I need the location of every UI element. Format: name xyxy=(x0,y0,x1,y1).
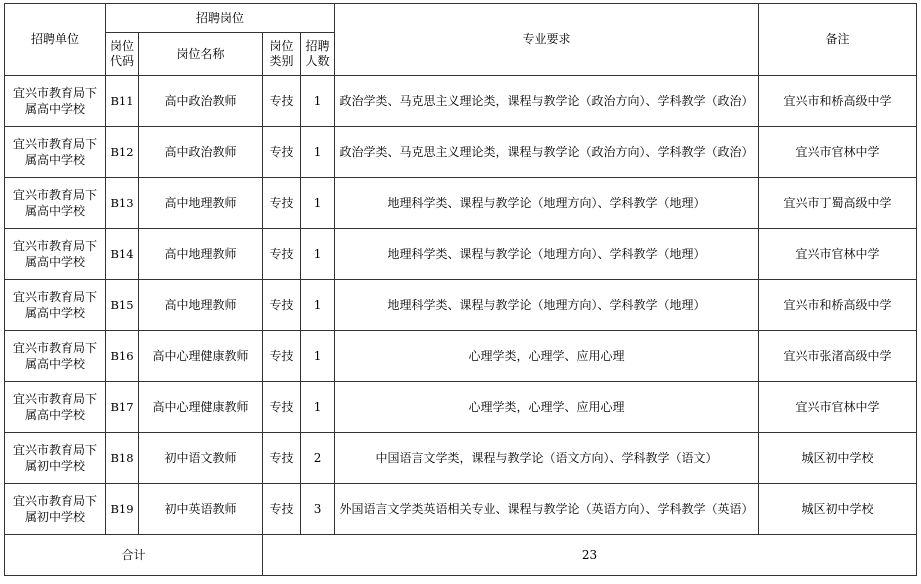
total-label: 合计 xyxy=(5,535,263,576)
cell-name: 高中地理教师 xyxy=(139,280,263,331)
table-row xyxy=(5,127,917,178)
cell-major: 外国语言文学类英语相关专业、课程与教学论（英语方向）、学科教学（英语） xyxy=(335,484,759,535)
table-row xyxy=(5,178,917,229)
cell-category: 专技 xyxy=(263,280,301,331)
table-row xyxy=(5,76,917,127)
cell-unit: 宜兴市教育局下属初中学校 xyxy=(5,484,106,535)
header-major: 专业要求 xyxy=(335,4,759,76)
cell-note: 宜兴市官林中学 xyxy=(759,382,917,433)
cell-count: 1 xyxy=(301,76,335,127)
cell-name: 高中地理教师 xyxy=(139,178,263,229)
header-name: 岗位名称 xyxy=(139,33,263,76)
cell-category: 专技 xyxy=(263,229,301,280)
cell-unit: 宜兴市教育局下属高中学校 xyxy=(5,382,106,433)
cell-count: 1 xyxy=(301,382,335,433)
table-row xyxy=(5,484,917,535)
cell-count: 1 xyxy=(301,331,335,382)
cell-category: 专技 xyxy=(263,127,301,178)
cell-code: B17 xyxy=(106,382,139,433)
cell-unit: 宜兴市教育局下属高中学校 xyxy=(5,76,106,127)
header-position-group: 招聘岗位 xyxy=(106,4,335,33)
cell-name: 高中政治教师 xyxy=(139,127,263,178)
table-row xyxy=(5,229,917,280)
cell-name: 高中心理健康教师 xyxy=(139,331,263,382)
cell-unit: 宜兴市教育局下属高中学校 xyxy=(5,331,106,382)
cell-major: 政治学类、马克思主义理论类，课程与教学论（政治方向）、学科教学（政治） xyxy=(335,76,759,127)
cell-code: B15 xyxy=(106,280,139,331)
header-row xyxy=(5,4,917,33)
cell-count: 1 xyxy=(301,229,335,280)
header-code: 岗位代码 xyxy=(106,33,139,76)
cell-count: 1 xyxy=(301,178,335,229)
header-note: 备注 xyxy=(759,4,917,76)
cell-note: 城区初中学校 xyxy=(759,433,917,484)
cell-major: 中国语言文学类，课程与教学论（语文方向）、学科教学（语文） xyxy=(335,433,759,484)
cell-code: B19 xyxy=(106,484,139,535)
header-category: 岗位类别 xyxy=(263,33,301,76)
cell-note: 宜兴市和桥高级中学 xyxy=(759,280,917,331)
cell-unit: 宜兴市教育局下属高中学校 xyxy=(5,127,106,178)
table-row xyxy=(5,280,917,331)
cell-category: 专技 xyxy=(263,382,301,433)
cell-code: B16 xyxy=(106,331,139,382)
cell-category: 专技 xyxy=(263,178,301,229)
cell-major: 地理科学类、课程与教学论（地理方向）、学科教学（地理） xyxy=(335,178,759,229)
cell-count: 3 xyxy=(301,484,335,535)
cell-name: 初中语文教师 xyxy=(139,433,263,484)
cell-major: 心理学类，心理学、应用心理 xyxy=(335,382,759,433)
cell-note: 城区初中学校 xyxy=(759,484,917,535)
cell-note: 宜兴市丁蜀高级中学 xyxy=(759,178,917,229)
cell-unit: 宜兴市教育局下属初中学校 xyxy=(5,433,106,484)
cell-note: 宜兴市张渚高级中学 xyxy=(759,331,917,382)
cell-name: 高中地理教师 xyxy=(139,229,263,280)
cell-major: 政治学类、马克思主义理论类，课程与教学论（政治方向）、学科教学（政治） xyxy=(335,127,759,178)
cell-note: 宜兴市官林中学 xyxy=(759,229,917,280)
cell-note: 宜兴市和桥高级中学 xyxy=(759,76,917,127)
cell-name: 高中政治教师 xyxy=(139,76,263,127)
cell-category: 专技 xyxy=(263,76,301,127)
cell-name: 高中心理健康教师 xyxy=(139,382,263,433)
cell-unit: 宜兴市教育局下属高中学校 xyxy=(5,280,106,331)
total-value: 23 xyxy=(263,535,917,576)
cell-count: 2 xyxy=(301,433,335,484)
cell-note: 宜兴市官林中学 xyxy=(759,127,917,178)
cell-code: B13 xyxy=(106,178,139,229)
cell-code: B11 xyxy=(106,76,139,127)
cell-code: B14 xyxy=(106,229,139,280)
cell-category: 专技 xyxy=(263,433,301,484)
cell-code: B12 xyxy=(106,127,139,178)
cell-major: 地理科学类、课程与教学论（地理方向）、学科教学（地理） xyxy=(335,229,759,280)
cell-unit: 宜兴市教育局下属高中学校 xyxy=(5,178,106,229)
header-unit: 招聘单位 xyxy=(5,4,106,76)
cell-category: 专技 xyxy=(263,484,301,535)
cell-major: 心理学类，心理学、应用心理 xyxy=(335,331,759,382)
header-count: 招聘人数 xyxy=(301,33,335,76)
cell-count: 1 xyxy=(301,280,335,331)
cell-category: 专技 xyxy=(263,331,301,382)
cell-major: 地理科学类、课程与教学论（地理方向）、学科教学（地理） xyxy=(335,280,759,331)
table-row xyxy=(5,331,917,382)
table-row xyxy=(5,382,917,433)
cell-code: B18 xyxy=(106,433,139,484)
cell-count: 1 xyxy=(301,127,335,178)
recruitment-table xyxy=(4,3,917,576)
cell-unit: 宜兴市教育局下属高中学校 xyxy=(5,229,106,280)
table-row xyxy=(5,433,917,484)
total-row xyxy=(5,535,917,576)
cell-name: 初中英语教师 xyxy=(139,484,263,535)
